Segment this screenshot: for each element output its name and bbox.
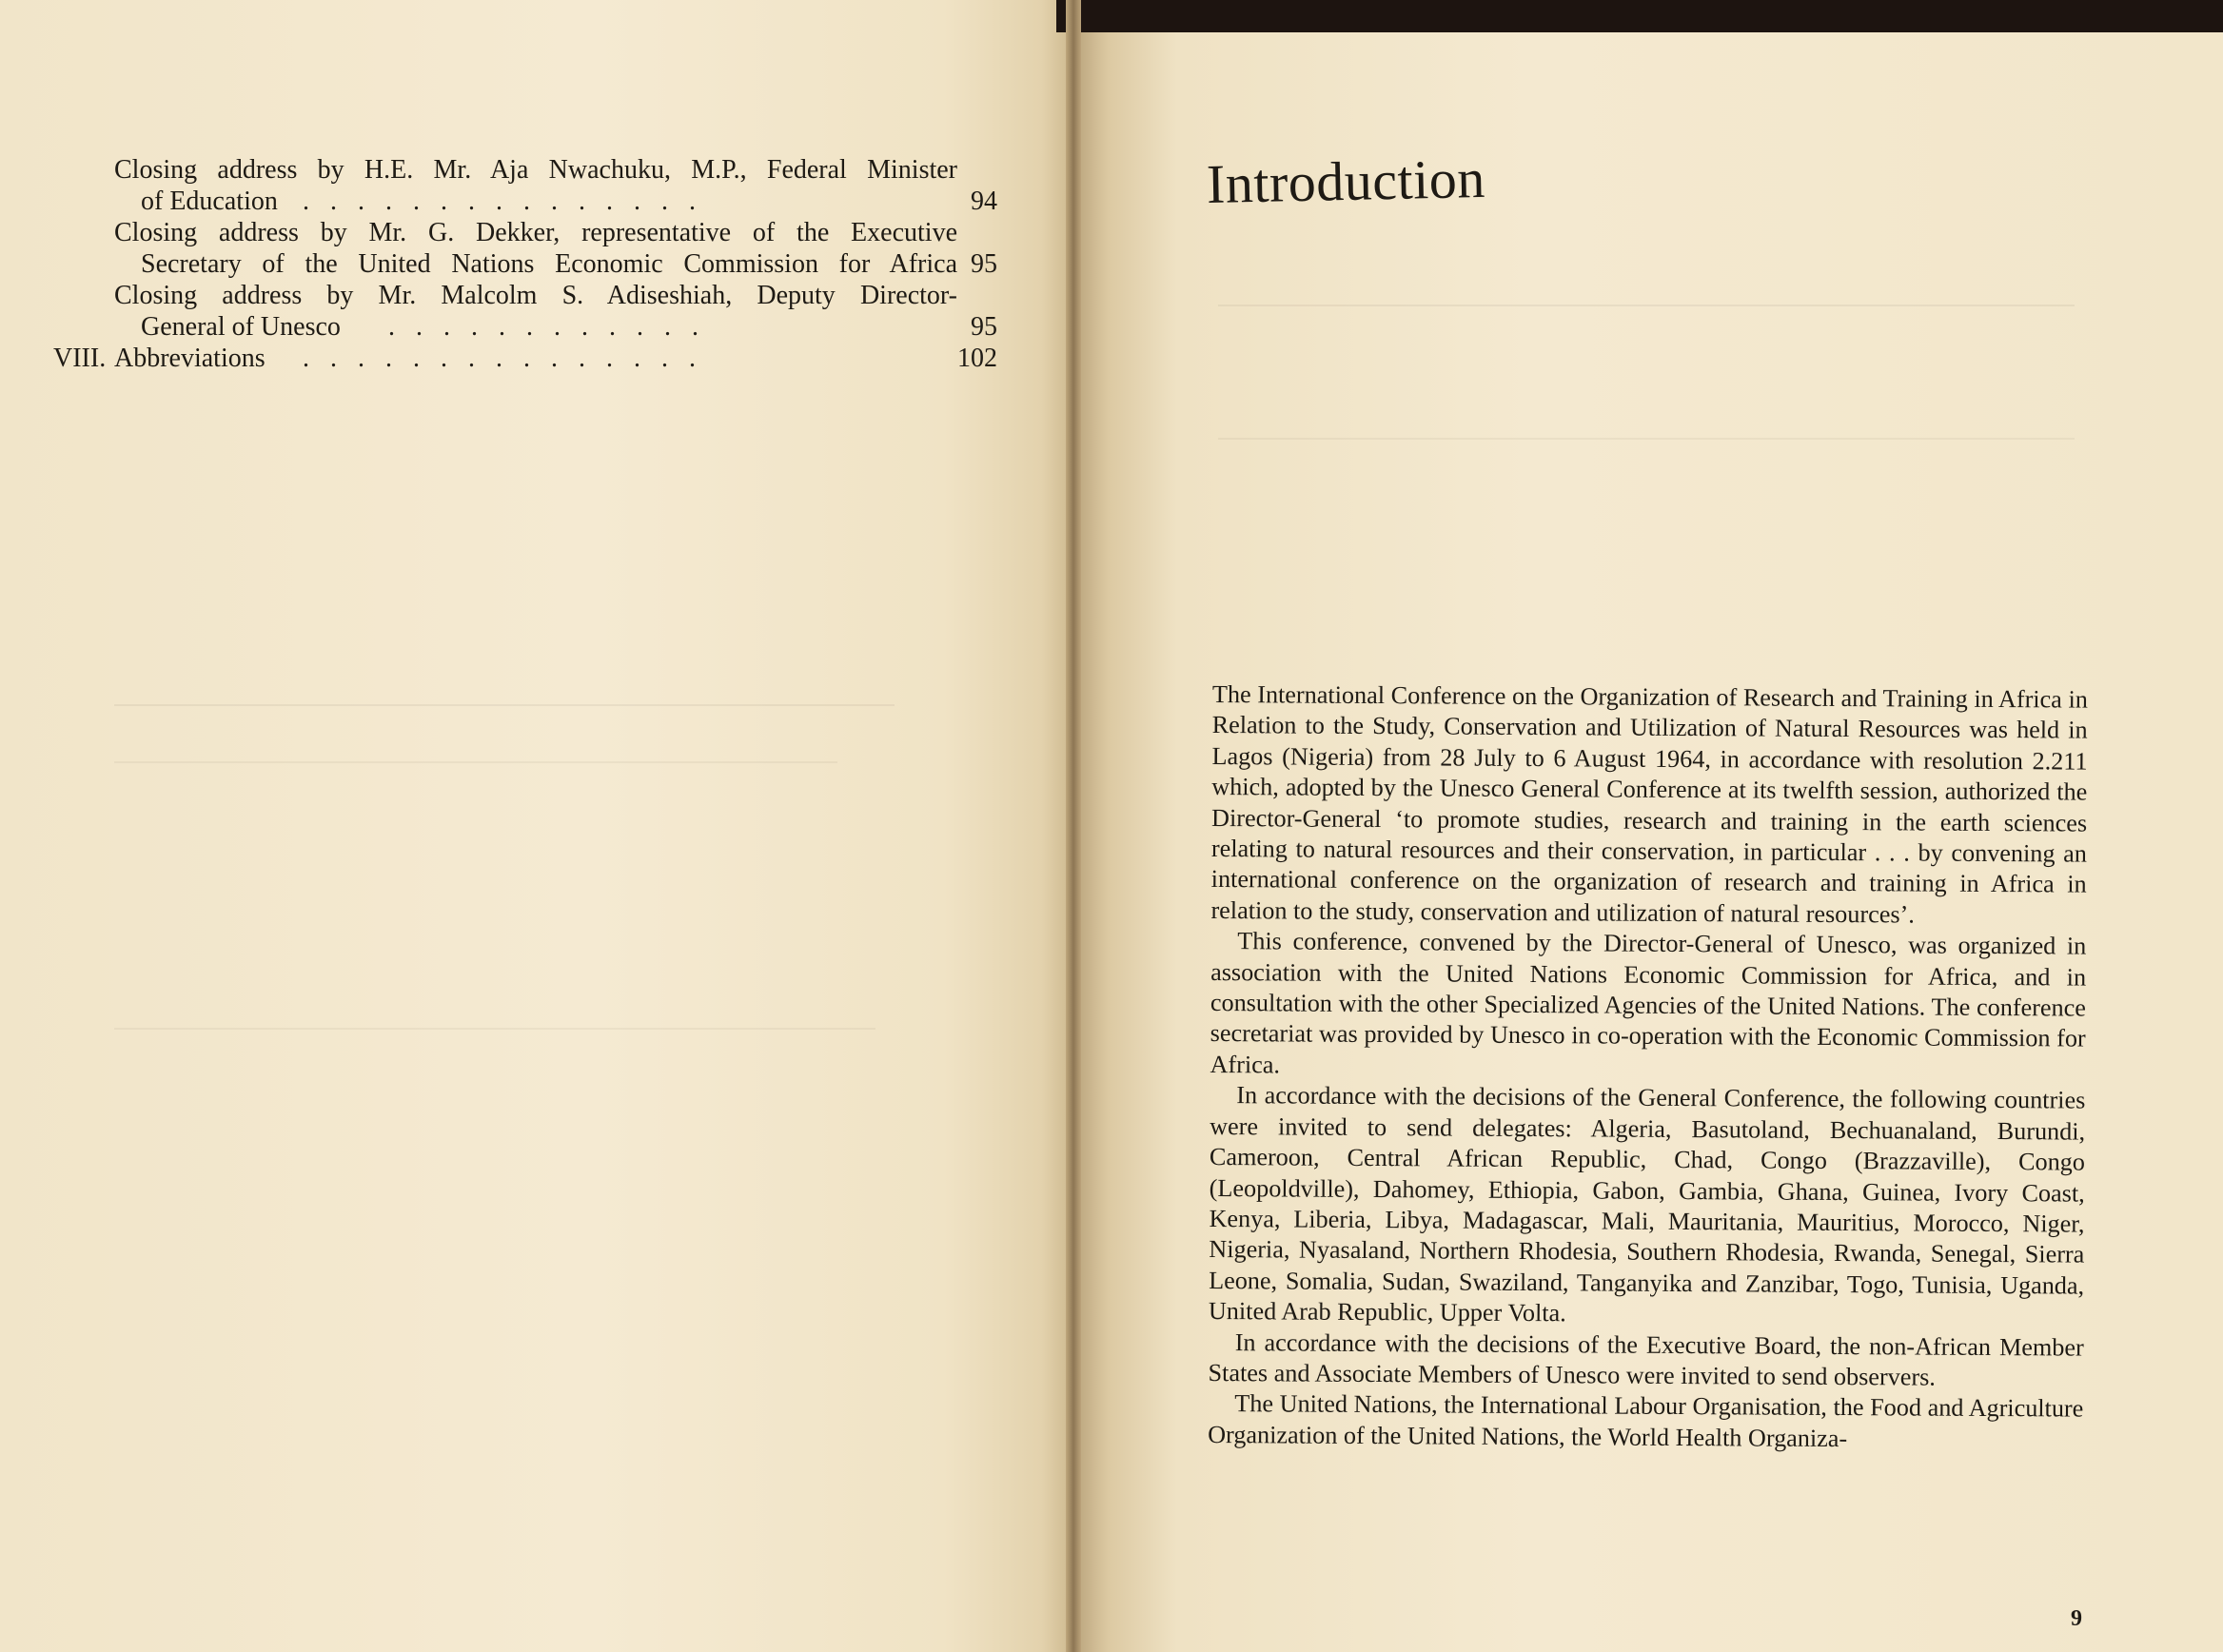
section-heading: Introduction [1206,147,1486,215]
show-through [114,704,895,706]
page-number: 95 [971,249,997,279]
paragraph: This conference, convened by the Director-General of Unesco, was organized in association with the United Nations Economic Commission for Africa, and in consultation with the other Specialized Agencies of the United Nations. The conference secretariat was provided by Unesco in co-operation with the Economic Commission for Africa. [1210,927,2087,1079]
book-gutter [1066,0,1081,1652]
paragraph: In accordance with the decisions of the Executive Board, the non-African Member States and Associate Members of Unesco were invited to send observers. [1208,1328,2084,1391]
folio-page-number: 9 [2071,1606,2082,1631]
page-number: 95 [971,312,997,342]
toc-entry-text: Closing address by H.E. Mr. Aja Nwachuku, M.P., Federal Minister [114,155,957,185]
toc-entry-text: of Education [141,187,278,216]
toc-section [46,343,997,374]
show-through [114,1028,875,1030]
show-through [1218,438,2075,440]
leader-dots: ............... [303,344,717,373]
toc-entry [46,186,997,217]
leader-dots: ............... [303,187,717,216]
section-title: Abbreviations [114,344,266,373]
page-number: 102 [957,344,997,373]
toc-entry-text: Closing address by Mr. Malcolm S. Adiseshiah, Deputy Director- [114,281,957,310]
toc-entry [46,248,997,280]
leader-dots: ............ [388,312,719,342]
toc-entry [46,280,997,311]
page-number: 94 [971,187,997,216]
table-of-contents [46,154,997,374]
toc-entry [46,154,997,186]
introduction-body [1208,679,2088,1456]
toc-entry-text: Secretary of the United Nations Economic Commission for Africa [141,249,957,279]
show-through [114,761,837,763]
toc-entry-text: General of Unesco [141,312,341,342]
paragraph: In accordance with the decisions of the General Conference, the following countries were invited to send delegates: Algeria, Basutoland, Bechuanaland, Burundi, Cameroon, Central African Republic, Chad, Congo (Brazzaville), Congo (Leopoldville), Dahomey, Ethiopia, Gabon, Gambia, Ghana, Guinea, Ivory Coast, Kenya, Liberia, Libya, Madagascar, Mali, Mauritania, Mauritius, Morocco, Niger, Nigeria, Nyasaland, Northern Rhodesia, Southern Rhodesia, Rwanda, Senegal, Sierra Leone, Somalia, Sudan, Swaziland, Tanganyika and Zanzibar, Togo, Tunisia, Uganda, United Arab Republic, Upper Volta. [1208,1081,2086,1328]
show-through [1218,305,2075,306]
paragraph: The International Conference on the Organization of Research and Training in Africa in Relation to the Study, Conservation and Utilization of Natural Resources was held in Lagos (Nigeria) from 28 July to 6 August 1964, in accordance with resolution 2.211 which, adopted by the Unesco General Conference at its twelfth session, authorized the Director-General ‘to promote studies, research and training in the earth sciences relating to natural resources and their conservation, in particular . . . by convening an international conference on the organization of research and training in Africa in relation to the study, conservation and utilization of natural resources’. [1210,680,2088,929]
background-edge [1056,0,2223,32]
section-numeral: VIII. [53,344,107,373]
toc-entry-text: Closing address by Mr. G. Dekker, representative of the Executive [114,218,957,247]
toc-entry [46,311,997,343]
toc-entry [46,217,997,248]
paragraph: The United Nations, the International Labour Organisation, the Food and Agriculture Organization of the United Nations, the World Health Organiza- [1208,1389,2084,1452]
